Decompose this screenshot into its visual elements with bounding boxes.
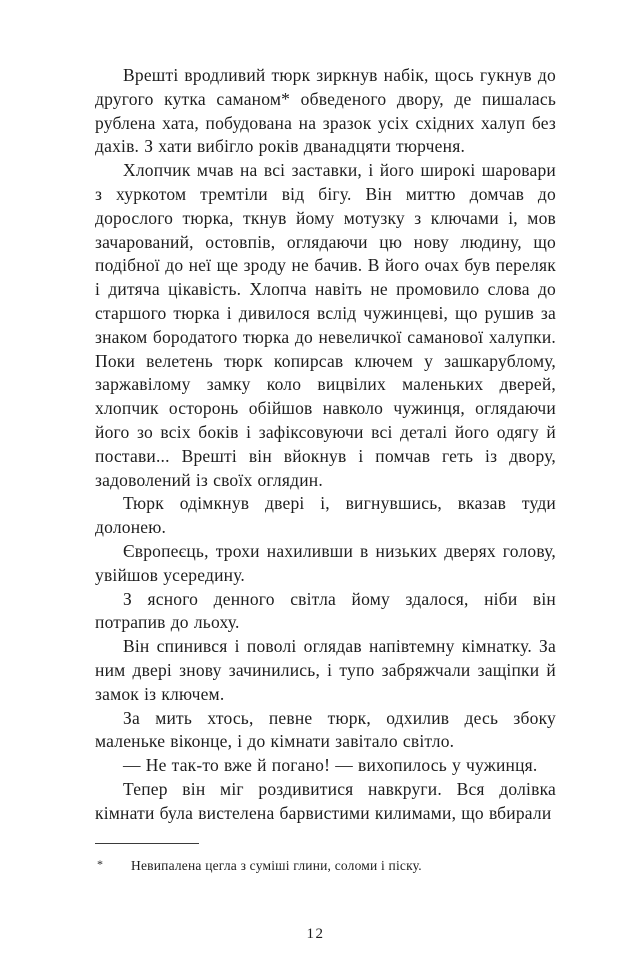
paragraph: За мить хтось, певне тюрк, одхилив десь збоку маленьке віконце, і до кімнати завітало світло. <box>95 707 556 752</box>
paragraph: Хлопчик мчав на всі заставки, і його широкі шаровари з хуркотом тремтіли від бігу. Він миттю домчав до дорослого тюрка, ткнув йому мотузку з ключами і, мов зачарований, остовпів, оглядаючи цю нову людину, що подібної до неї ще зроду не бачив. В його очах був переляк і дитяча цікавість. Хлопча навіть не промовило слова до старшого тюрка і дивилося вслід чужинцеві, що рушив за знаком бородатого тюрка до невеличкої саманової халупки. Поки велетень тюрк копирсав ключем у зашкарублому, заржавілому замку коло вицвілих маленьких дверей, хлопчик осторонь обійшов навколо чужинця, оглядаючи його зо всіх боків і зафіксовуючи всі деталі його одягу й постави... Врешті він вйокнув і помчав геть із двору, задоволений із своїх оглядин. <box>95 160 556 490</box>
paragraph: Тепер він міг роздивитися навкруги. Вся долівка кімнати була вистелена барвистими килимами, що вбирали <box>95 778 556 823</box>
footnote-divider <box>95 843 199 844</box>
footnote <box>95 857 556 875</box>
paragraph: Європеєць, трохи нахиливши в низьких дверях голову, увійшов усередину. <box>95 540 556 585</box>
paragraph: З ясного денного світла йому здалося, ніби він потрапив до льоху. <box>95 588 556 633</box>
text-block <box>95 64 556 826</box>
footnote-text: Невипалена цегла з суміші глини, соломи і піску. <box>131 858 422 873</box>
paragraph: Він спинився і поволі оглядав напівтемну кімнатку. За ним двері знову зачинились, і тупо забряжчали защіпки й замок із ключем. <box>95 636 556 704</box>
paragraph: — Не так-то вже й погано! — вихопилось у чужинця. <box>123 755 538 776</box>
page-number: 12 <box>306 926 325 942</box>
footnote-area <box>95 843 556 875</box>
paragraph: Тюрк одімкнув двері і, вигнувшись, вказав туди долонею. <box>95 493 556 538</box>
paragraph: Врешті вродливий тюрк зиркнув набік, щось гукнув до другого кутка саманом* обведеного двору, де пишалась рублена хата, побудована на зразок усіх східних халуп без дахів. З хати вибігло років дванадцяти тюрченя. <box>95 65 556 157</box>
footnote-marker: * <box>97 857 104 871</box>
